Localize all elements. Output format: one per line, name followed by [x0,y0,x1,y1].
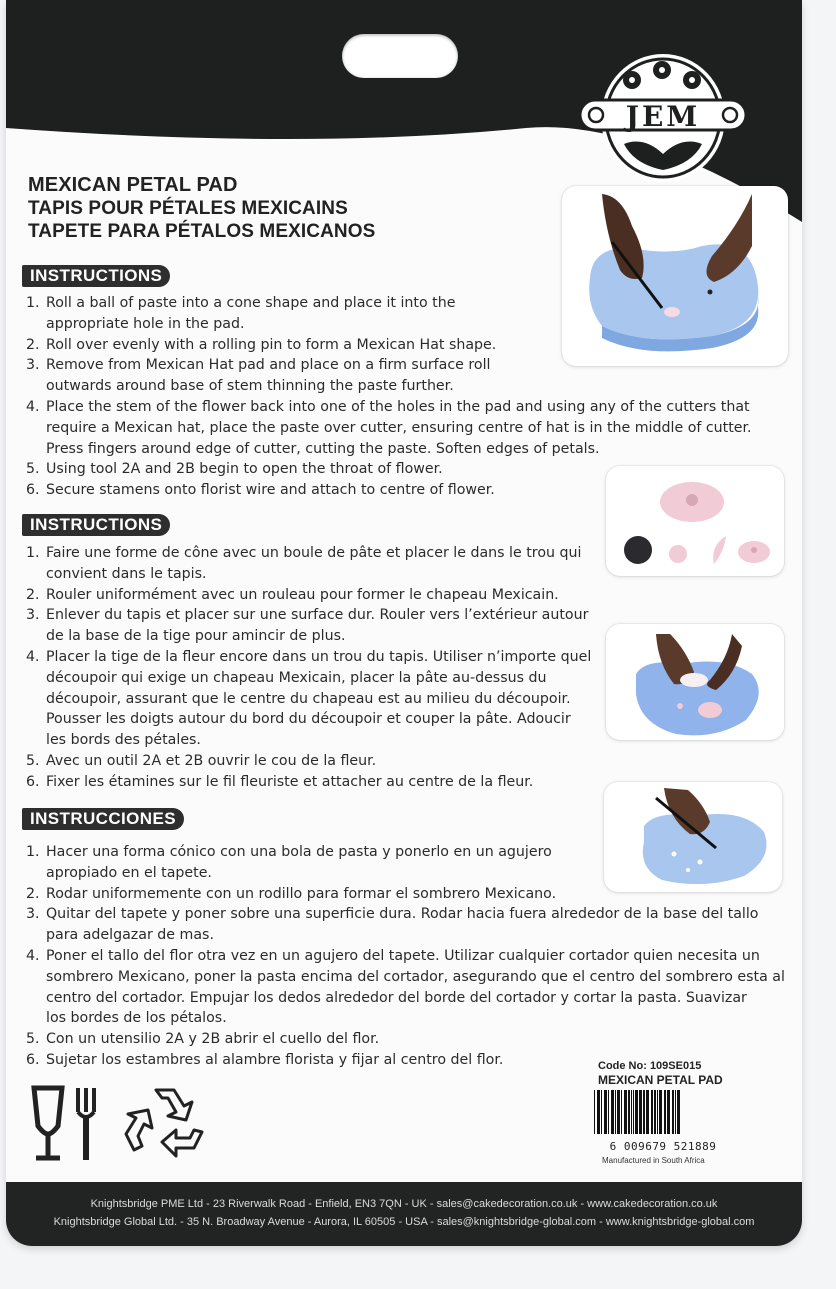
footer-uk-address: Knightsbridge PME Ltd - 23 Riverwalk Road - Enfield, EN3 7QN - UK - sales@cakedecoration.co.uk - www.cakedecoration.co.uk [90,1198,718,1210]
photo-paste-stages [606,466,784,576]
barcode-bar [601,1090,602,1134]
footer-usa-address: Knightsbridge Global Ltd. - 35 N. Broadway Avenue - Aurora, IL 60505 - USA - sales@knightsbridge-global.com - www.knightsbridge-global.com [53,1216,755,1228]
step-item: 6. Fixer les étamines sur le fil fleuriste et attacher au centre de la fleur. [26,773,534,790]
step-item: 6. Sujetar los estambres al alambre florista y fijar al centro del flor. [26,1051,504,1068]
step-item: 1. Faire une forme de cône avec un boule de pâte et placer le dans le trou qui convient dans le tapis. [26,545,582,582]
barcode-bar [611,1090,614,1134]
product-card [6,0,802,1246]
step-item: 5. Using tool 2A and 2B begin to open the throat of flower. [26,461,443,478]
photo-hands-cone [562,186,788,366]
step-item: 3. Quitar del tapete y poner sobre una superficie dura. Rodar hacia fuera alrededor de la base del tallo para adelgazar de mas. [26,906,759,944]
barcode-bar [628,1090,630,1134]
barcode-bar [646,1090,649,1134]
photo-cutter-press [606,624,784,740]
barcode-bar [672,1090,674,1134]
section-heading-english: INSTRUCTIONS [22,265,170,287]
step-item: 6. Secure stamens onto florist wire and attach to centre of flower. [26,482,495,499]
barcode-bar [597,1090,600,1134]
barcode [592,1090,734,1134]
title-spanish: TAPETE PARA PÉTALOS MEXICANOS [28,221,376,242]
hang-hole [342,34,458,78]
recycle-icon [122,1084,212,1166]
barcode-bar [675,1090,676,1134]
barcode-bar [639,1090,642,1134]
barcode-bar [631,1090,632,1134]
manufactured-note: Manufactured in South Africa [602,1156,705,1165]
barcode-bar [654,1090,656,1134]
barcode-bar [624,1090,627,1134]
barcode-bar [677,1090,680,1134]
svg-text:JEM: JEM [625,100,701,133]
barcode-bar [667,1090,670,1134]
barcode-number: 6 009679 521889 [609,1140,717,1153]
title-english: MEXICAN PETAL PAD [28,174,238,196]
barcode-bar [659,1090,662,1134]
step-item: 2. Roll over evenly with a rolling pin to form a Mexican Hat shape. [26,336,497,353]
step-item: 5. Con un utensilio 2A y 2B abrir el cuello del flor. [26,1031,380,1048]
product-title-block [28,174,375,243]
barcode-bar [651,1090,653,1134]
barcode-bar [608,1090,609,1134]
product-name: MEXICAN PETAL PAD [598,1073,723,1087]
product-code: Code No: 109SE015 [598,1060,702,1072]
steps-french [26,543,606,793]
section-heading-spanish: INSTRUCCIONES [22,808,184,830]
barcode-bar [633,1090,634,1134]
footer [6,1182,802,1246]
title-french: TAPIS POUR PÉTALES MEXICAINS [28,198,348,219]
step-item: 4. Poner el tallo del flor otra vez en un agujero del tapete. Utilizar cualquier cortador quien necesita un sombrero Mexicano, poner la pasta encima del cortador, asegurando que el centro del sombrero esta al centro del cortador. Empujar los dedos alrededor del borde del cortador y cortar la pasta. Suavizar los bordes de los pétalos. [26,947,785,1027]
product-code-block [598,1060,723,1087]
barcode-bar [635,1090,638,1134]
jem-logo [574,44,752,184]
section-heading-french: INSTRUCTIONS [22,514,170,536]
food-safe-icon [22,1082,110,1166]
step-item: 3. Remove from Mexican Hat pad and place on a firm surface roll outwards around base of stem thinning the paste further. [26,357,491,395]
photo-tool-throat [604,782,782,892]
step-item: 3. Enlever du tapis et placer sur une surface dur. Rouler vers l’extérieur autour de la base de la tige pour amincir de plus. [26,607,589,645]
step-item: 2. Rouler uniformément avec un rouleau pour former le chapeau Mexicain. [26,586,559,603]
step-item: 2. Rodar uniformemente con un rodillo para formar el sombrero Mexicano. [26,885,557,902]
step-item: 1. Hacer una forma cónico con una bola de pasta y ponerlo en un agujero apropiado en el tapete. [26,844,552,881]
step-item: 1. Roll a ball of paste into a cone shape and place it into the appropriate hole in the pad. [26,295,456,332]
barcode-bar [604,1090,607,1134]
step-item: 4. Place the stem of the flower back into one of the holes in the pad and using any of the cutters that require a Mexican hat, place the paste over cutter, ensuring centre of hat is in the middle of cutter. Press fingers around edge of cutter, cutting the paste. Soften edges of petals. [26,398,752,457]
barcode-bar [594,1090,595,1134]
barcode-bar [621,1090,622,1134]
barcode-bar [643,1090,645,1134]
barcode-bar [617,1090,620,1134]
barcode-bar [615,1090,616,1134]
barcode-bar [664,1090,666,1134]
step-item: 5. Avec un outil 2A et 2B ouvrir le cou de la fleur. [26,752,377,769]
step-item: 4. Placer la tige de la fleur encore dans un trou du tapis. Utiliser n’importe quel découpoir qui exige un chapeau Mexicain, placer la pâte au-dessus du découpoir, assurant que le centre du chapeau est au milieu du découpoir. Pousser les doigts autour du bord du découpoir et couper la pâte. Adoucir les bords des pétales. [26,648,592,749]
barcode-bar [657,1090,658,1134]
